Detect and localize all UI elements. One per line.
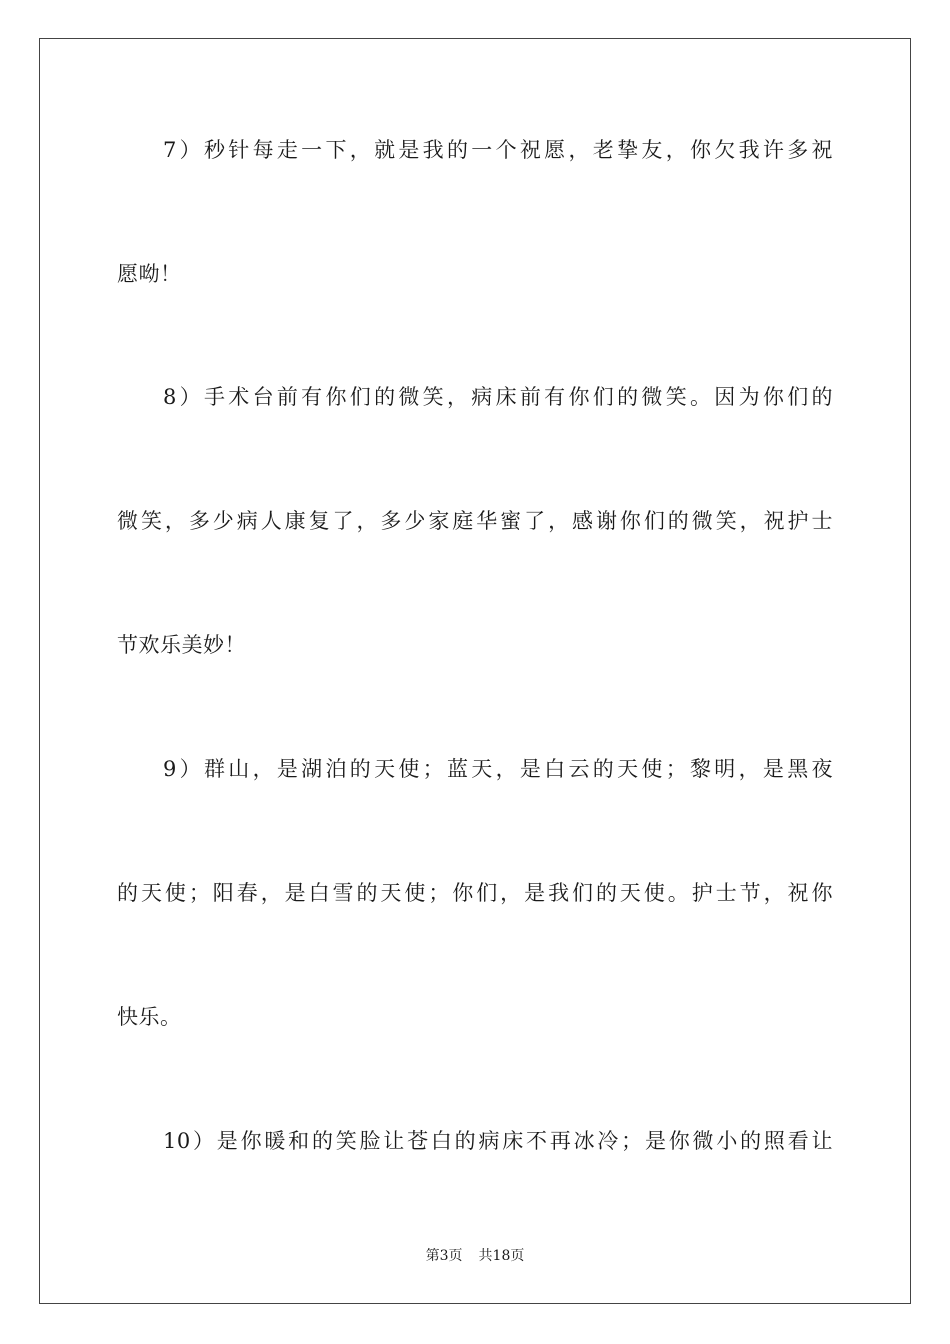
paragraph-8-line-2: 微笑，多少病人康复了，多少家庭华蜜了，感谢你们的微笑，祝护士 <box>117 509 833 533</box>
page-footer <box>0 1246 950 1266</box>
paragraph-9-line-3: 快乐。 <box>117 1005 182 1029</box>
paragraph-9-line-1: 9）群山，是湖泊的天使；蓝天，是白云的天使；黎明，是黑夜 <box>163 757 833 781</box>
page-number: 第3页 <box>425 1248 463 1264</box>
paragraph-8-line-3: 节欢乐美妙！ <box>117 633 246 657</box>
page-border <box>39 38 911 1304</box>
page-total: 共18页 <box>478 1248 525 1264</box>
paragraph-8-line-1: 8）手术台前有你们的微笑，病床前有你们的微笑。因为你们的 <box>163 385 833 409</box>
paragraph-7-line-1: 7）秒针每走一下，就是我的一个祝愿，老挚友，你欠我许多祝 <box>163 138 833 162</box>
paragraph-10-line-1: 10）是你暖和的笑脸让苍白的病床不再冰冷；是你微小的照看让 <box>163 1129 833 1153</box>
paragraph-7-line-2: 愿呦！ <box>117 262 182 286</box>
paragraph-9-line-2: 的天使；阳春，是白雪的天使；你们，是我们的天使。护士节，祝你 <box>117 881 833 905</box>
